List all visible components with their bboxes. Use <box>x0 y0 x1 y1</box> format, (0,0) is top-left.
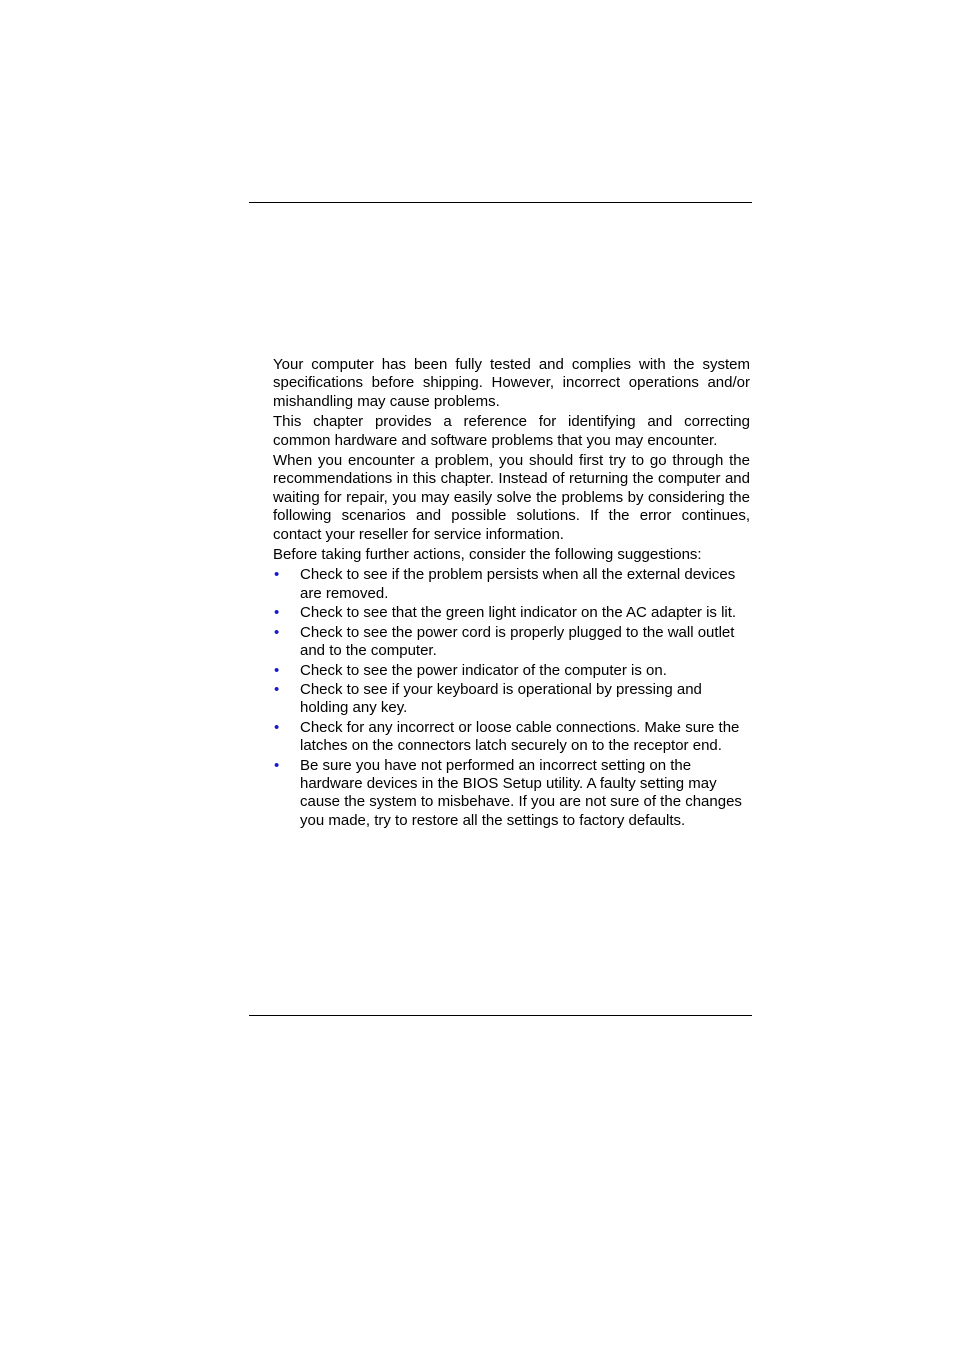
page-body <box>273 356 750 831</box>
list-item-text: Check to see if the problem persists when all the external devices are removed. <box>300 566 736 602</box>
bullet-icon: • <box>274 623 280 641</box>
list-item <box>273 624 750 661</box>
list-item-text: Check to see the power indicator of the computer is on. <box>300 661 667 679</box>
list-item-text: Check to see the power cord is properly plugged to the wall outlet and to the computer. <box>300 623 735 660</box>
bullet-icon: • <box>274 604 280 622</box>
footer-rule <box>249 1015 752 1016</box>
bullet-icon: • <box>274 661 280 679</box>
suggestions-intro: Before taking further actions, consider the following suggestions: <box>273 546 702 564</box>
bullet-icon: • <box>274 566 280 584</box>
bullet-icon: • <box>274 718 280 736</box>
list-item <box>273 662 750 680</box>
list-item <box>273 604 750 622</box>
header-rule <box>249 202 752 203</box>
bullet-icon: • <box>274 756 280 774</box>
intro-paragraph: Your computer has been fully tested and complies with the system specifications before shipping. However, incorrect operations and/or mishandling may cause problems. <box>273 356 750 410</box>
list-item <box>273 757 750 831</box>
list-item-text: Check for any incorrect or loose cable connections. Make sure the latches on the connectors latch securely on to the receptor end. <box>300 718 740 755</box>
recommendation-paragraph: When you encounter a problem, you should first try to go through the recommendations in this chapter. Instead of returning the computer and waiting for repair, you may easily solve the problems by considering the following scenarios and possible solutions. If the error continues, contact your reseller for service information. <box>273 452 750 543</box>
list-item-text: Check to see if your keyboard is operational by pressing and holding any key. <box>300 680 702 717</box>
list-item-text: Be sure you have not performed an incorrect setting on the hardware devices in the BIOS Setup utility. A faulty setting may cause the system to misbehave. If you are not sure of the changes you made, try to restore all the settings to factory defaults. <box>300 756 742 829</box>
list-item <box>273 566 750 603</box>
list-item <box>273 681 750 718</box>
list-item-text: Check to see that the green light indicator on the AC adapter is lit. <box>300 604 737 622</box>
list-item <box>273 719 750 756</box>
suggestions-list <box>273 566 750 830</box>
bullet-icon: • <box>274 680 280 698</box>
chapter-purpose-paragraph: This chapter provides a reference for identifying and correcting common hardware and software problems that you may encounter. <box>273 413 750 449</box>
